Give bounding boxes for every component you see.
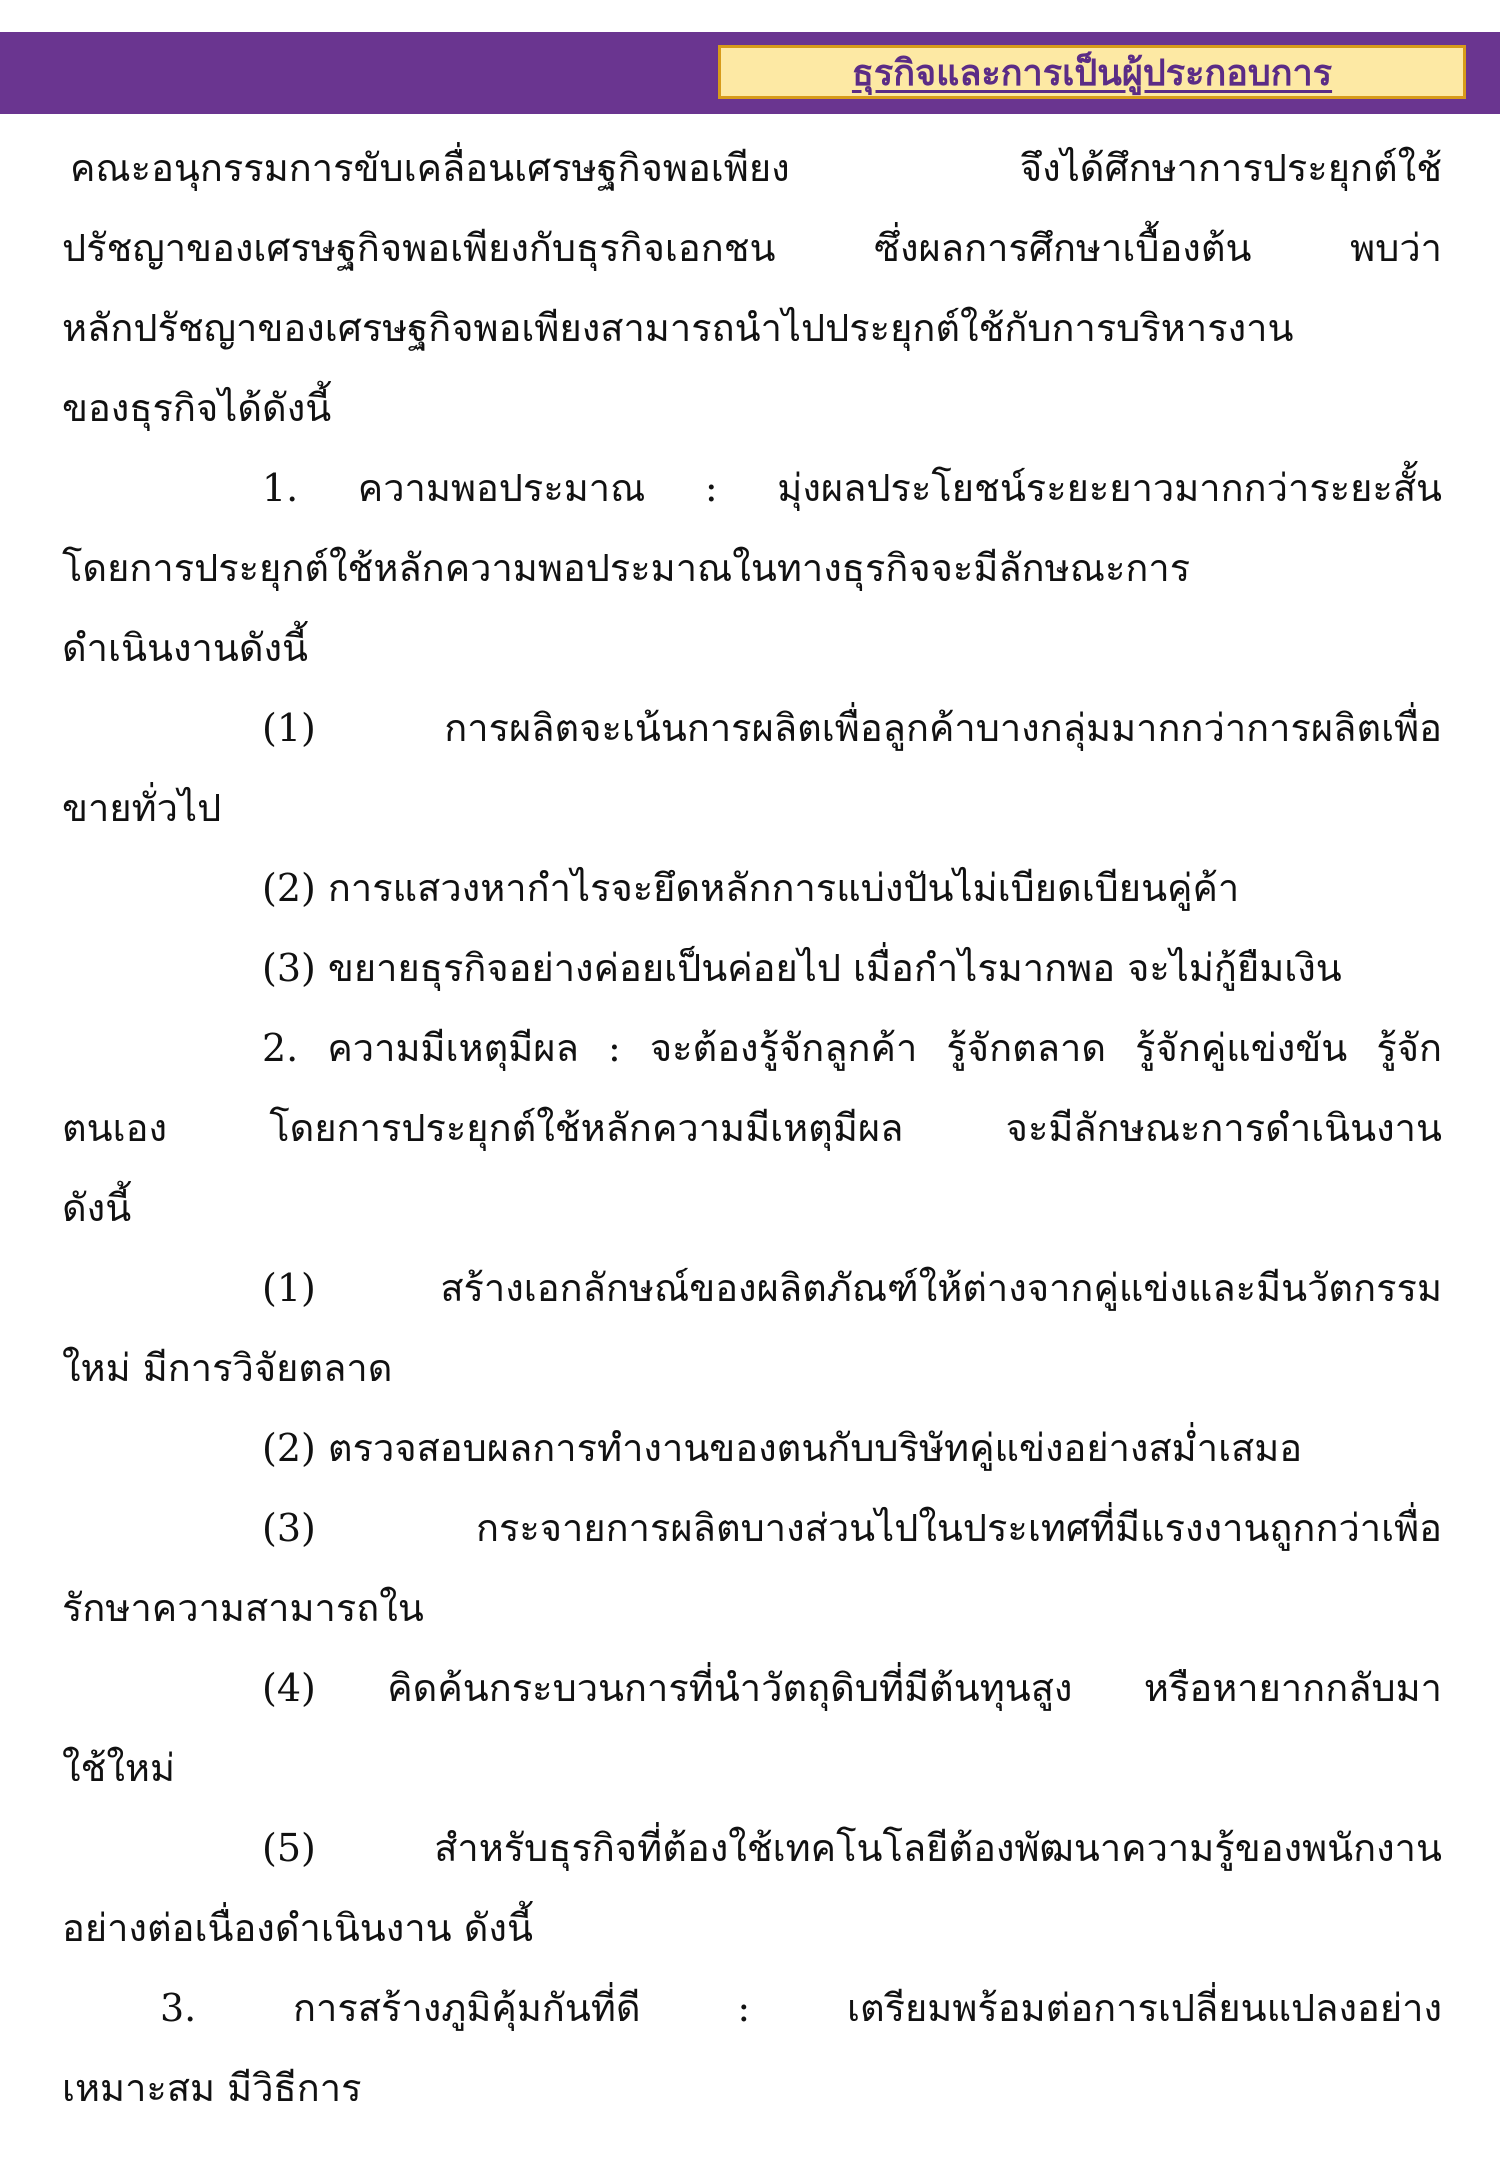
header-title-box bbox=[718, 45, 1466, 99]
text-line: โดยการประยุกต์ใช้หลักความพอประมาณในทางธุรกิจจะมีลักษณะการ bbox=[62, 546, 1191, 590]
text-line: (3) ขยายธุรกิจอย่างค่อยเป็นค่อยไป เมื่อกำไรมากพอ จะไม่กู้ยืมเงิน bbox=[262, 946, 1342, 990]
text-line: (2) ตรวจสอบผลการทำงานของตนกับบริษัทคู่แข่งอย่างสม่ำเสมอ bbox=[262, 1426, 1303, 1470]
page-title: ธุรกิจและการเป็นผู้ประกอบการ bbox=[851, 52, 1333, 94]
text-line: คณะอนุกรรมการขับเคลื่อนเศรษฐกิจพอเพียง จึงได้ศึกษาการประยุกต์ใช้ bbox=[70, 146, 1442, 190]
body-text bbox=[62, 128, 1442, 2128]
text-line: เหมาะสม มีวิธีการ bbox=[62, 2066, 362, 2110]
text-line: ดำเนินงานดังนี้ bbox=[62, 626, 309, 670]
text-line: 3. การสร้างภูมิคุ้มกันที่ดี : เตรียมพร้อมต่อการเปลี่ยนแปลงอย่าง bbox=[160, 1986, 1442, 2030]
text-line: (3) กระจายการผลิตบางส่วนไปในประเทศที่มีแรงงานถูกกว่าเพื่อ bbox=[262, 1506, 1442, 1550]
text-line: อย่างต่อเนื่องดำเนินงาน ดังนี้ bbox=[62, 1906, 533, 1950]
text-line: รักษาความสามารถใน bbox=[62, 1586, 424, 1630]
text-line: ปรัชญาของเศรษฐกิจพอเพียงกับธุรกิจเอกชน ซึ่งผลการศึกษาเบื้องต้น พบว่า bbox=[62, 226, 1442, 270]
text-line: ของธุรกิจได้ดังนี้ bbox=[62, 386, 332, 430]
text-line: (1) การผลิตจะเน้นการผลิตเพื่อลูกค้าบางกลุ่มมากกว่าการผลิตเพื่อ bbox=[262, 706, 1442, 750]
text-line: (2) การแสวงหากำไรจะยึดหลักการแบ่งปันไม่เบียดเบียนคู่ค้า bbox=[262, 866, 1240, 910]
text-line: 1. ความพอประมาณ : มุ่งผลประโยชน์ระยะยาวมากกว่าระยะสั้น bbox=[262, 466, 1442, 510]
text-line: (5) สำหรับธุรกิจที่ต้องใช้เทคโนโลยีต้องพัฒนาความรู้ของพนักงาน bbox=[262, 1826, 1442, 1870]
text-line: ขายทั่วไป bbox=[62, 786, 222, 830]
text-line: (4) คิดค้นกระบวนการที่นำวัตถุดิบที่มีต้นทุนสูง หรือหายากกลับมา bbox=[262, 1666, 1442, 1710]
text-line: ดังนี้ bbox=[62, 1186, 132, 1230]
text-line: (1) สร้างเอกลักษณ์ของผลิตภัณฑ์ให้ต่างจากคู่แข่งและมีนวัตกรรม bbox=[262, 1266, 1442, 1310]
text-line: ตนเอง โดยการประยุกต์ใช้หลักความมีเหตุมีผล จะมีลักษณะการดำเนินงาน bbox=[62, 1106, 1442, 1150]
text-line: หลักปรัชญาของเศรษฐกิจพอเพียงสามารถนำไปประยุกต์ใช้กับการบริหารงาน bbox=[62, 306, 1294, 350]
text-line: ใช้ใหม่ bbox=[62, 1746, 175, 1790]
text-line: 2. ความมีเหตุมีผล : จะต้องรู้จักลูกค้า รู้จักตลาด รู้จักคู่แข่งขัน รู้จัก bbox=[262, 1026, 1442, 1070]
text-line: ใหม่ มีการวิจัยตลาด bbox=[62, 1346, 393, 1390]
